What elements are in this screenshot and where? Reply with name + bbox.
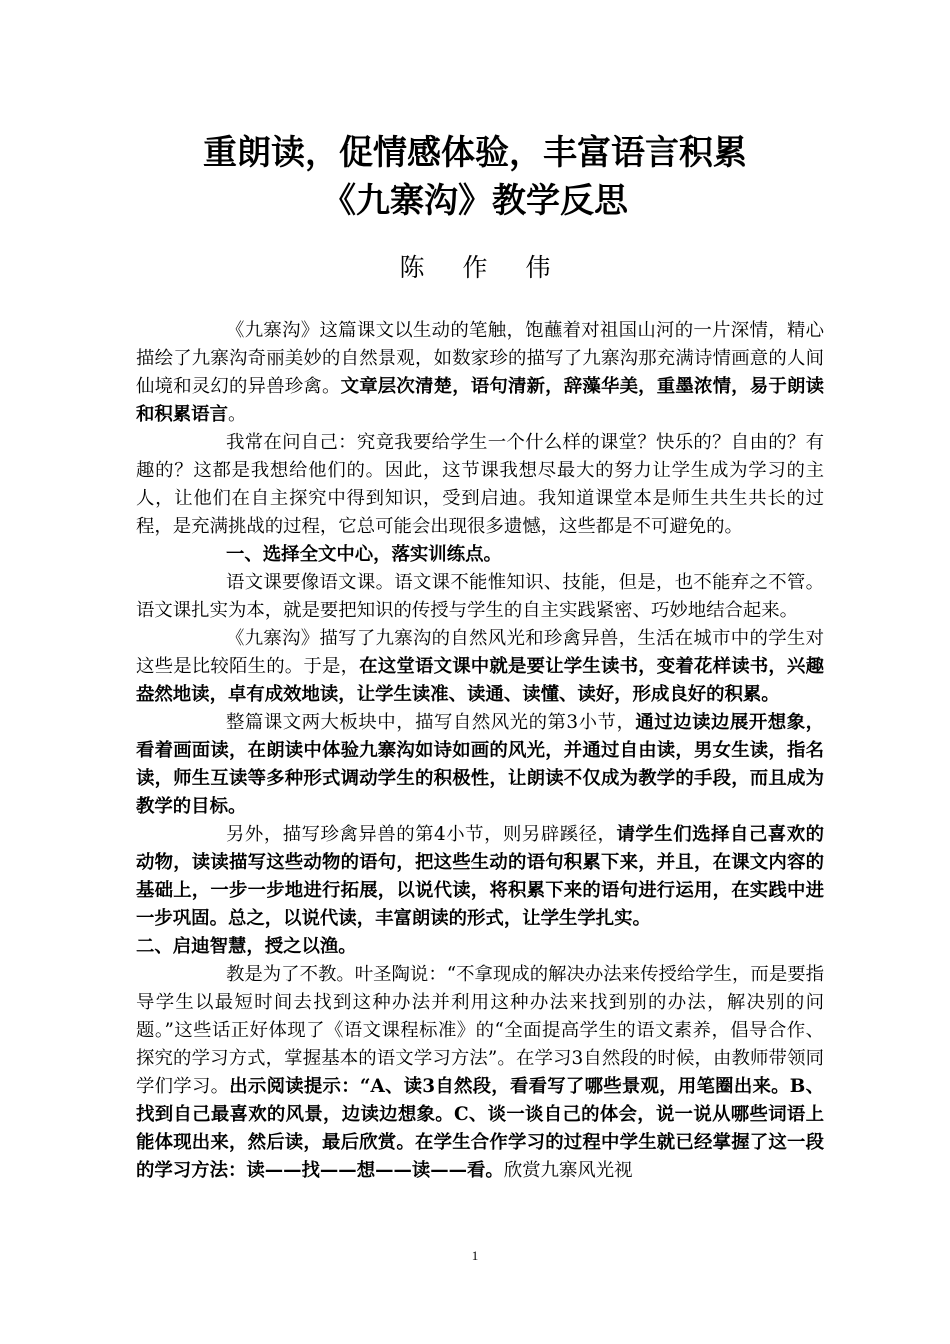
text-run: 《九寨沟》这篇课文以生动的笔触，饱蘸着对祖国山河的一片深情，精心描绘了九寨沟奇丽美妙的自然景观，如数家珍的描写了九寨沟那充满诗情画意的人间仙境和灵幻的异兽珍禽。 xyxy=(136,320,824,397)
text-run: 我常在问自己：究竟我要给学生一个什么样的课堂？快乐的？自由的？有趣的？这都是我想给他们的。因此，这节课我想尽最大的努力让学生成为学习的主人，让他们在自主探究中得到知识，受到启迪。我知道课堂本是师生共生共长的过程，是充满挑战的过程，它总可能会出现很多遗憾，这些都是不可避免的。 xyxy=(136,432,824,537)
text-run: 《九寨沟》描写了九寨沟的自然风光和珍禽异兽，生活在城市中的学生对这些是比较陌生的。于是， xyxy=(136,628,824,677)
paragraph xyxy=(136,625,824,709)
bold-text-run: 文章层次清楚，语句清新，辞藻华美，重墨浓情，易于朗读和积累语言 xyxy=(136,376,824,425)
document-title: 重朗读，促情感体验，丰富语言积累 xyxy=(203,133,747,173)
page-number: 1 xyxy=(471,1248,479,1263)
text-run: 整篇课文两大板块中，描写自然风光的第3小节， xyxy=(226,712,636,733)
document-subtitle: 《九寨沟》教学反思 xyxy=(322,181,628,221)
author-name: 陈作伟 xyxy=(399,253,589,282)
bold-text-run: 请学生们选择自己喜欢的动物，读读描写这些动物的语句，把这些生动的语句积累下来，并且，在课文内容的基础上，一步一步地进行拓展，以说代读，将积累下来的语句进行运用，在实践中进一步巩固。总之，以说代读，丰富朗读的形式，让学生学扎实。 xyxy=(136,824,824,929)
text-run: 语文课要像语文课。语文课不能惟知识、技能，但是，也不能弃之不管。语文课扎实为本，就是要把知识的传授与学生的自主实践紧密、巧妙地结合起来。 xyxy=(136,572,824,621)
paragraph xyxy=(136,821,824,933)
paragraph xyxy=(136,317,824,429)
bold-text-run: 出示阅读提示：“A、读3自然段，看看写了哪些景观，用笔圈出来。B、找到自己最喜欢的风景，边读边想象。C、谈一谈自己的体会，说一说从哪些词语上能体现出来，然后读，最后欣赏。在学生合作学习的过程中学生就已经掌握了这一段的学习方法：读——找——想——读——看。 xyxy=(136,1076,824,1181)
text-run: 另外，描写珍禽异兽的第4小节，则另辟蹊径， xyxy=(226,824,617,845)
paragraph xyxy=(136,961,824,1185)
text-run: 教是为了不教。叶圣陶说：“不拿现成的解决办法来传授给学生，而是要指导学生以最短时间去找到这种办法并利用这种办法来找到别的办法，解决别的问题。”这些话正好体现了《语文课程标准》的“全面提高学生的语文素养，倡导合作、探究的学习方式，掌握基本的语文学习方法”。在学习3自然段的时候，由教师带领同学们学习。 xyxy=(136,964,824,1097)
paragraph xyxy=(136,429,824,541)
bold-text-run: 二、启迪智慧，授之以渔。 xyxy=(136,936,357,957)
text-run: 欣赏九寨风光视 xyxy=(503,1160,633,1181)
bold-text-run: 一、选择全文中心，落实训练点。 xyxy=(226,544,502,565)
paragraph xyxy=(136,541,824,569)
bold-text-run: 在这堂语文课中就是要让学生读书，变着花样读书，兴趣盎然地读，卓有成效地读，让学生读准、读通、读懂、读好，形成良好的积累。 xyxy=(136,656,824,705)
document-body xyxy=(136,317,824,1185)
paragraph xyxy=(136,933,824,961)
text-run: 。 xyxy=(227,404,247,425)
bold-text-run: 通过边读边展开想象，看着画面读，在朗读中体验九寨沟如诗如画的风光，并通过自由读，男女生读，指名读，师生互读等多种形式调动学生的积极性，让朗读不仅成为教学的手段，而且成为教学的目标。 xyxy=(136,712,824,817)
paragraph xyxy=(136,569,824,625)
paragraph xyxy=(136,709,824,821)
